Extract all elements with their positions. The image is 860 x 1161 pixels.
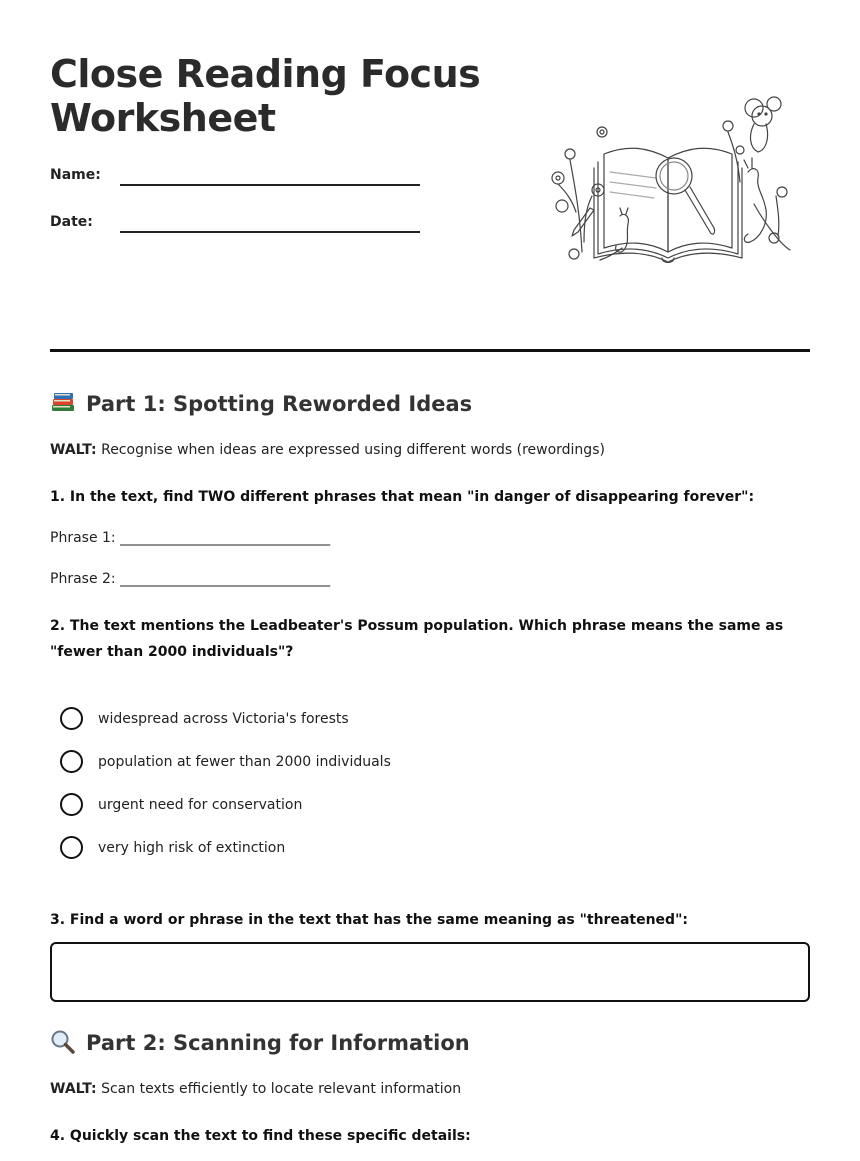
phrase-1-line[interactable]: Phrase 1: ______________________________ bbox=[50, 530, 331, 546]
option-3[interactable] bbox=[60, 792, 560, 818]
pencil-icon bbox=[572, 208, 594, 236]
walt-label: WALT: bbox=[50, 442, 97, 458]
section-divider bbox=[50, 349, 810, 352]
name-line[interactable] bbox=[120, 184, 420, 186]
magnifying-glass-icon bbox=[656, 158, 715, 234]
open-book-icon bbox=[594, 148, 742, 262]
magnifying-glass-icon bbox=[50, 1029, 76, 1055]
part2-walt bbox=[50, 1078, 461, 1100]
walt-text: Recognise when ideas are expressed using different words (rewordings) bbox=[96, 442, 605, 458]
books-icon bbox=[50, 390, 76, 416]
question-3: 3. Find a word or phrase in the text that has the same meaning as "threatened": bbox=[50, 912, 688, 928]
name-label: Name: bbox=[50, 167, 101, 183]
question-1: 1. In the text, find TWO different phrases that mean "in danger of disappearing forever": bbox=[50, 489, 755, 505]
flower-icon bbox=[552, 127, 607, 259]
kangaroo-icon bbox=[744, 158, 790, 250]
part1-heading bbox=[50, 390, 472, 418]
option-4[interactable] bbox=[60, 835, 560, 861]
question-2: 2. The text mentions the Leadbeater's Possum population. Which phrase means the same as "fewer than 2000 individuals"? bbox=[50, 618, 784, 660]
part2-title: Part 2: Scanning for Information bbox=[86, 1031, 470, 1055]
page-title-line-1: Close Reading Focus bbox=[50, 52, 481, 96]
q3-answer-box[interactable] bbox=[50, 942, 810, 1002]
part1-title: Part 1: Spotting Reworded Ideas bbox=[86, 392, 473, 416]
date-line[interactable] bbox=[120, 231, 420, 233]
page-title bbox=[50, 52, 510, 140]
radio-button[interactable] bbox=[60, 793, 83, 816]
page-title-line-2: Worksheet bbox=[50, 96, 276, 140]
option-label: very high risk of extinction bbox=[98, 840, 286, 856]
part1-walt bbox=[50, 439, 605, 461]
part2-heading bbox=[50, 1029, 470, 1057]
option-label: urgent need for conservation bbox=[98, 797, 303, 813]
walt-label: WALT: bbox=[50, 1081, 97, 1097]
option-label: population at fewer than 2000 individuals bbox=[98, 754, 391, 770]
date-field[interactable] bbox=[50, 211, 430, 241]
option-2[interactable] bbox=[60, 749, 560, 775]
book-illustration bbox=[544, 92, 794, 274]
radio-button[interactable] bbox=[60, 707, 83, 730]
question-4: 4. Quickly scan the text to find these specific details: bbox=[50, 1128, 471, 1144]
name-field[interactable] bbox=[50, 164, 430, 194]
phrase-2-line[interactable]: Phrase 2: ______________________________ bbox=[50, 571, 331, 587]
option-1[interactable] bbox=[60, 706, 560, 732]
radio-button[interactable] bbox=[60, 836, 83, 859]
date-label: Date: bbox=[50, 214, 93, 230]
koala-icon bbox=[745, 97, 781, 152]
option-label: widespread across Victoria's forests bbox=[98, 711, 349, 727]
walt-text: Scan texts efficiently to locate relevant information bbox=[96, 1081, 462, 1097]
radio-button[interactable] bbox=[60, 750, 83, 773]
